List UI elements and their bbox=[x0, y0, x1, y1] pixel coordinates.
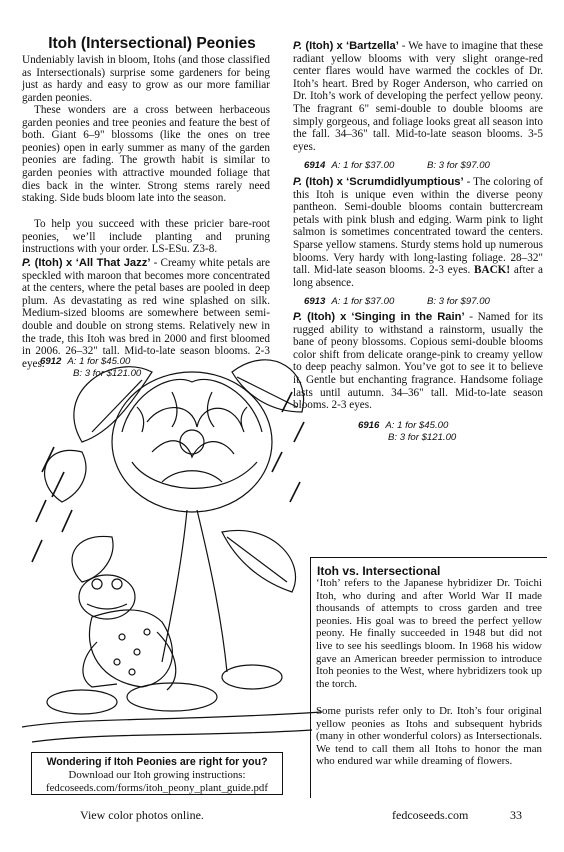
price-block-6916 bbox=[358, 420, 456, 443]
peony-flower bbox=[112, 372, 272, 512]
variety-description-end: after a long absence. bbox=[293, 264, 543, 289]
back-badge: BACK! bbox=[474, 264, 511, 277]
page-number: 33 bbox=[510, 808, 522, 822]
item-code: 6912 bbox=[40, 356, 62, 367]
infobox-text: Download our Itoh growing instructions: bbox=[68, 769, 246, 781]
variety-name: (Itoh) x ‘Bartzella’ bbox=[302, 40, 399, 52]
sidebar-title: Itoh vs. Intersectional bbox=[317, 564, 441, 578]
intro-paragraph-3: To help you succeed with these pricier bare-root peonies, we’ll include planting and pruning instructions with your order. LS-ESu. Z3-8. bbox=[22, 218, 270, 256]
price-b: B: 3 for $97.00 bbox=[426, 160, 490, 171]
variety-heading bbox=[293, 311, 465, 323]
variety-heading bbox=[293, 40, 399, 52]
variety-heading bbox=[293, 176, 464, 188]
variety-genus: P. bbox=[293, 40, 303, 52]
item-code: 6914 bbox=[304, 160, 326, 171]
variety-heading bbox=[22, 257, 150, 269]
price-block-6913 bbox=[304, 296, 490, 308]
section-title: Itoh (Intersectional) Peonies bbox=[48, 35, 256, 52]
price-block-6914 bbox=[304, 160, 490, 172]
variety-description: - The coloring of this Itoh is unique even within the diverse peony pantheon. Semi-double blooms contain buttercream petals with pink blush and edging. Warm pink to light salmon is sometimes concentrated toward the centers. Sparse yellow stamens. Sturdy stems hold up numerous blooms. Very hardy with long-lasting foliage. 28–32" tall. Mid-late season blooms. 2-3 eyes. bbox=[293, 176, 543, 277]
variety-description: - Named for its rugged ability to withstand a rainstorm, usually the bane of peony blossoms. Copious semi-double blooms color shift from delicate orange-pink to creamy yellow to deep peachy salmon. You’ve got to see it to believe it. Gentle but enchanting fragrance. Handsome foliage lasts until autumn. 34–36" tall. Mid-to-late season blooms. 2-3 eyes. bbox=[293, 311, 543, 412]
variety-genus: P. bbox=[293, 176, 303, 188]
variety-name: (Itoh) x ‘All That Jazz’ bbox=[31, 257, 151, 269]
infobox-link[interactable]: fedcoseeds.com/forms/itoh_peony_plant_guide.pdf bbox=[46, 782, 268, 794]
variety-genus: P. bbox=[22, 257, 32, 269]
intro-paragraph-1: Undeniably lavish in bloom, Itohs (and those classified as Intersectionals) surprise some gardeners for being just as hardy and easy to grow as our more familiar garden peonies. bbox=[22, 54, 270, 104]
variety-genus: P. bbox=[293, 311, 303, 323]
frog bbox=[79, 575, 176, 690]
variety-scrumdidlyumptious bbox=[293, 176, 543, 289]
variety-singing-in-the-rain bbox=[293, 311, 543, 412]
intro-paragraph-2: These wonders are a cross between herbaceous garden peonies and tree peonies and feature the best of both. Giant 6–9" blossoms (like the ones on tree peonies) open in early summer as many of the garden peonies are fading. The growth habit is similar to garden peonies with attractive mounded foliage that dies back in the winter. Strong stems rarely need staking. Side buds bloom late into the season. bbox=[22, 104, 270, 205]
variety-bartzella bbox=[293, 40, 543, 153]
peony-frog-illustration bbox=[22, 332, 322, 752]
rocks bbox=[22, 665, 322, 742]
variety-description: - Creamy white petals are speckled with maroon that becomes more concentrated at the centers, where the petal bases are pooled in deep plum. As devastating as red wine splashed on silk. Medium-sized blooms are somewhere between semi-double and double on strong stems. Relatively new in the trade, this Itoh was bred in 2000 and first bloomed in 2006. 26–32" tall. Mid-to-late season blooms. 2-3 eyes. bbox=[22, 257, 270, 370]
price-b: B: 3 for $97.00 bbox=[426, 296, 490, 307]
price-a: A: 1 for $45.00 bbox=[67, 356, 131, 367]
growing-instructions-box bbox=[31, 752, 283, 795]
footer-website[interactable]: fedcoseeds.com bbox=[392, 808, 469, 822]
price-a: A: 1 for $37.00 bbox=[331, 296, 395, 307]
variety-name: (Itoh) x ‘Singing in the Rain’ bbox=[302, 311, 465, 323]
price-b: B: 3 for $121.00 bbox=[73, 367, 142, 379]
price-a: A: 1 for $45.00 bbox=[385, 420, 449, 431]
sidebar-paragraph-1: ‘Itoh’ refers to the Japanese hybridizer Dr. Toichi Itoh, who during and after World War II made thousands of attempts to cross garden and tree peonies. His goal was to breed the perfect yellow peony. He finally succeeded in 1948 but did not live to see his seedlings bloom. In 1968 his widow gave an American breeder permission to introduce Itoh peonies to the West, where hybridizers took up the torch. bbox=[316, 577, 542, 690]
item-code: 6916 bbox=[358, 420, 380, 431]
infobox-heading: Wondering if Itoh Peonies are right for you? bbox=[46, 756, 268, 768]
item-code: 6913 bbox=[304, 296, 326, 307]
variety-name: (Itoh) x ‘Scrumdidlyumptious’ bbox=[302, 176, 464, 188]
price-b: B: 3 for $121.00 bbox=[388, 431, 457, 443]
sidebar-paragraph-2: Some purists refer only to Dr. Itoh’s four original yellow peonies as Itohs and subsequent hybrids (many in other wonderful colors) as Intersectionals. We tend to call them all Itohs to honor the man who endured war while dreaming of flowers. bbox=[316, 705, 542, 768]
footer-photos-note: View color photos online. bbox=[80, 808, 204, 822]
variety-description: - We have to imagine that these radiant yellow blooms with very slight orange-red center flares would have warmed the cockles of Dr. Itoh’s heart. Bred by Roger Anderson, who carried on Dr. Itoh’s work of developing the perfect yellow peony. The fragrant 6" semi-double to double blooms are simply gorgeous, and foliage looks great all season into the fall. 34–36" tall. Mid-to-late season blooms. 3-5 eyes. bbox=[293, 40, 543, 153]
price-a: A: 1 for $37.00 bbox=[331, 160, 395, 171]
